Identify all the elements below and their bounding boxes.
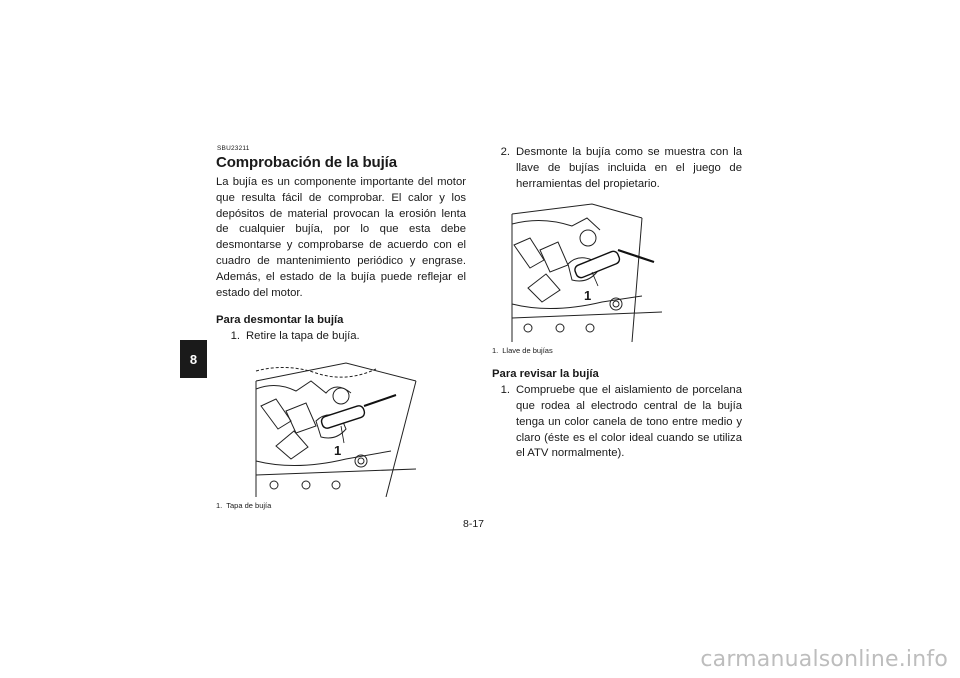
check-step-1 (492, 383, 742, 462)
spark-plug-cap-figure (216, 351, 426, 497)
engine-illustration (492, 200, 662, 342)
figure-callout-number: 1 (334, 442, 342, 458)
caption-number: 1. (216, 500, 223, 510)
right-column (492, 145, 742, 462)
check-subtitle: Para revisar la bujía (492, 368, 599, 381)
figure-caption (492, 346, 742, 355)
remove-step-2 (492, 145, 742, 192)
section-code: SBU23211 (217, 145, 250, 152)
figure-caption (216, 501, 466, 510)
section-title: Comprobación de la bujía (216, 154, 397, 171)
step-text: Compruebe que el aislamiento de porcelana que rodea al electrodo central de la bujía tenga un color canela de tono entre medio y claro (éste es el color ideal cuando se utiliza el ATV normalmente). (516, 384, 742, 460)
intro-paragraph: La bujía es un componente importante del motor que resulta fácil de comprobar. El calor y los depósitos de material provocan la erosión lenta de cualquier bujía, por lo que esta debe desmontarse y comprobarse de acuerdo con el cuadro de mantenimiento periódico y engrase. Además, el estado de la bujía puede reflejar el estado del motor. (216, 176, 466, 299)
figure-callout-number: 1 (584, 288, 592, 304)
spark-plug-wrench-figure (492, 200, 662, 342)
step-number: 1. (230, 330, 240, 343)
page-number: 8-17 (463, 518, 485, 530)
engine-illustration (216, 351, 426, 497)
caption-text: Llave de bujías (502, 346, 553, 356)
left-column (216, 145, 466, 510)
watermark-text: carmanualsonline.info (700, 647, 948, 672)
step-text: Desmonte la bujía como se muestra con la llave de bujías incluida en el juego de herramientas del propietario. (516, 146, 742, 190)
caption-text: Tapa de bujía (226, 500, 272, 510)
step-number: 2. (500, 146, 510, 158)
chapter-tab (180, 340, 207, 378)
remove-subtitle: Para desmontar la bujía (216, 314, 344, 327)
step-text: Retire la tapa de bujía. (246, 330, 360, 343)
remove-step-1 (216, 329, 466, 345)
chapter-number: 8 (189, 351, 198, 367)
caption-number: 1. (492, 346, 499, 356)
step-number: 1. (500, 384, 510, 397)
